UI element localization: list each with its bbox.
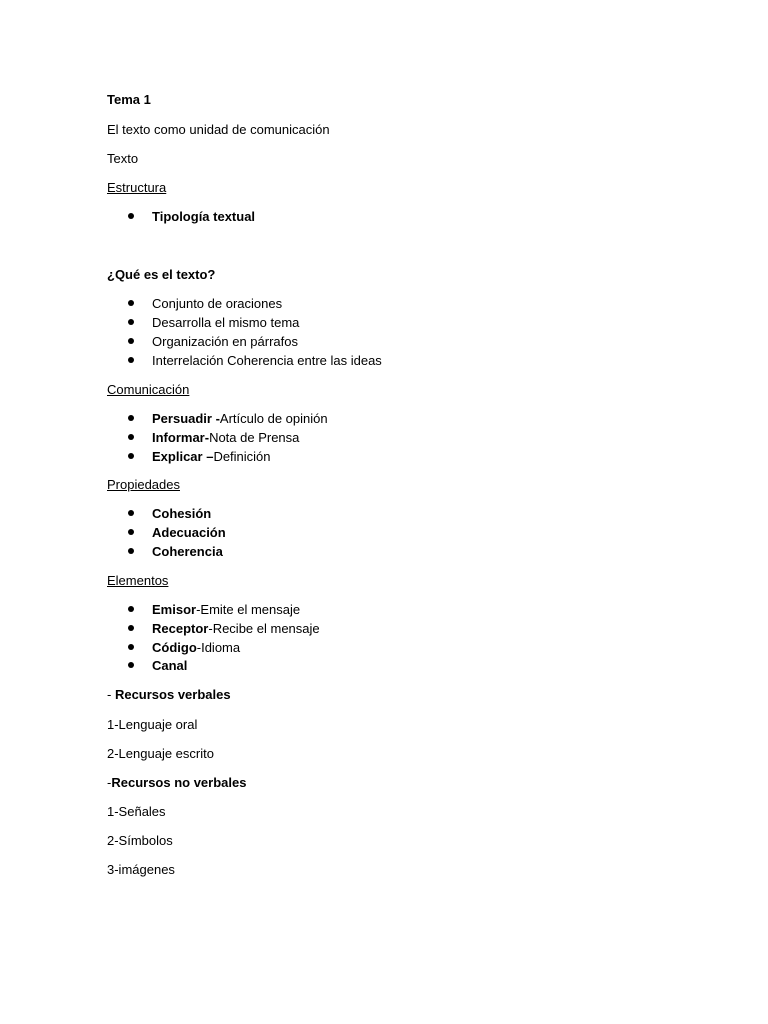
bullet-icon — [128, 625, 134, 631]
bullet-icon — [128, 644, 134, 650]
verbales-item: 2-Lenguaje escrito — [107, 746, 214, 761]
doc-title: Tema 1 — [107, 92, 151, 107]
list-item — [152, 506, 211, 522]
list-item-term: Informar- — [152, 430, 210, 445]
list-item — [152, 353, 382, 369]
bullet-icon — [128, 319, 134, 325]
list-item-desc: Nota de Prensa — [209, 430, 300, 445]
bullet-icon — [128, 662, 134, 668]
no-verbales-item: 1-Señales — [107, 804, 166, 819]
propiedades-heading: Propiedades — [107, 477, 180, 492]
list-item-label: Cohesión — [152, 506, 212, 521]
bullet-icon — [128, 548, 134, 554]
list-item — [152, 334, 298, 350]
list-item — [152, 296, 282, 312]
list-item — [152, 658, 187, 674]
heading-prefix: - — [107, 775, 112, 790]
list-item-term: Receptor — [152, 621, 209, 636]
list-item — [152, 525, 226, 541]
list-item-term: Explicar – — [152, 449, 214, 464]
list-item — [152, 640, 240, 656]
texto-line: Texto — [107, 151, 139, 166]
bullet-icon — [128, 300, 134, 306]
heading-label: Recursos no verbales — [111, 775, 247, 790]
no-verbales-item: 2-Símbolos — [107, 833, 173, 848]
list-item-label: Tipología textual — [152, 209, 256, 224]
list-item-label: Coherencia — [152, 544, 223, 559]
bullet-icon — [128, 415, 134, 421]
list-item-label: Conjunto de oraciones — [152, 296, 283, 311]
no-verbales-item: 3-imágenes — [107, 862, 175, 877]
list-item-term: Canal — [152, 658, 188, 673]
list-item — [152, 315, 299, 331]
list-item-desc: -Recibe el mensaje — [208, 621, 320, 636]
que-es-heading: ¿Qué es el texto? — [107, 267, 216, 282]
list-item — [152, 544, 223, 560]
list-item-desc: -Emite el mensaje — [196, 602, 301, 617]
recursos-verbales-heading — [107, 687, 231, 703]
elementos-heading: Elementos — [107, 573, 169, 588]
list-item-label: Desarrolla el mismo tema — [152, 315, 300, 330]
estructura-heading: Estructura — [107, 180, 167, 195]
recursos-no-verbales-heading — [107, 775, 246, 791]
bullet-icon — [128, 529, 134, 535]
list-item-term: Persuadir - — [152, 411, 220, 426]
list-item — [152, 602, 300, 618]
list-item-tipologia — [152, 209, 255, 225]
bullet-icon — [128, 213, 134, 219]
bullet-icon — [128, 434, 134, 440]
doc-subtitle: El texto como unidad de comunicación — [107, 122, 330, 137]
bullet-icon — [128, 357, 134, 363]
list-item-desc: Artículo de opinión — [219, 411, 328, 426]
list-item-desc: -Idioma — [196, 640, 241, 655]
list-item-term: Código — [152, 640, 197, 655]
verbales-item: 1-Lenguaje oral — [107, 717, 198, 732]
list-item-desc: Definición — [213, 449, 271, 464]
bullet-icon — [128, 510, 134, 516]
list-item — [152, 449, 271, 465]
heading-label: Recursos verbales — [114, 687, 231, 702]
list-item-label: Interrelación Coherencia entre las ideas — [152, 353, 382, 368]
list-item — [152, 430, 299, 446]
bullet-icon — [128, 453, 134, 459]
heading-prefix: - — [107, 687, 115, 702]
list-item — [152, 411, 328, 427]
list-item-label: Organización en párrafos — [152, 334, 298, 349]
list-item-term: Emisor — [152, 602, 197, 617]
list-item — [152, 621, 320, 637]
bullet-icon — [128, 606, 134, 612]
bullet-icon — [128, 338, 134, 344]
comunicacion-heading: Comunicación — [107, 382, 190, 397]
list-item-label: Adecuación — [152, 525, 226, 540]
